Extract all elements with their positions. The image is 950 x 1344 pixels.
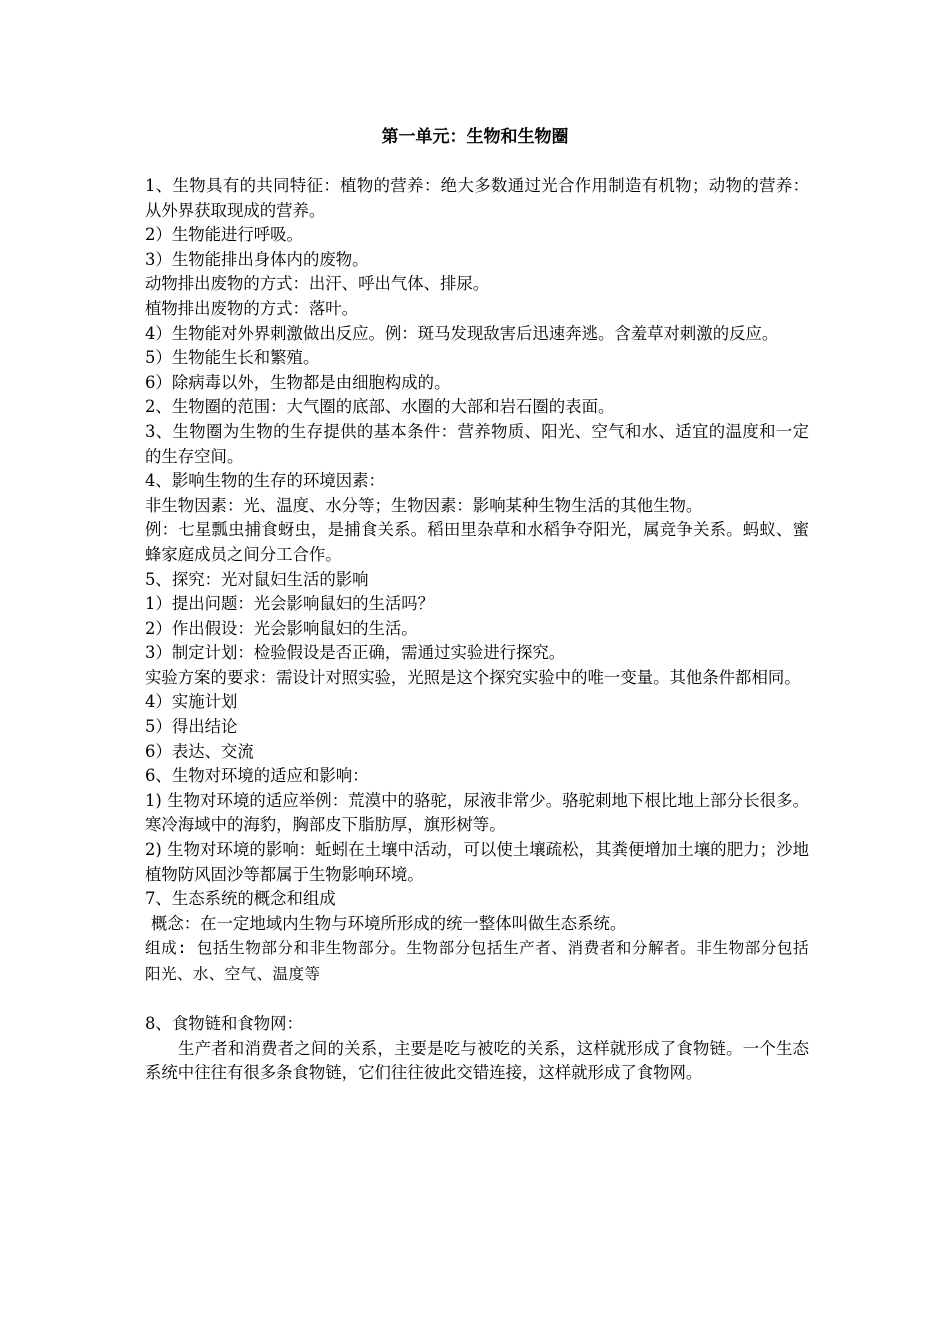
paragraph-11: 4、影响生物的生存的环境因素： bbox=[145, 471, 385, 491]
paragraph-27: 组成: 包括生物部分和非生物部分。生物部分包括生产者、消费者和分解者。非生物部分包括阳光、水、空气、温度等 bbox=[145, 939, 809, 983]
paragraph-5: 植物排出废物的方式：落叶。 bbox=[145, 298, 359, 318]
paragraph-16: 2）作出假设：光会影响鼠妇的生活。 bbox=[145, 618, 418, 638]
paragraph-7: 5）生物能生长和繁殖。 bbox=[145, 348, 320, 368]
paragraph-15: 1）提出问题：光会影响鼠妇的生活吗？ bbox=[145, 594, 435, 614]
paragraph-25: 7、生态系统的概念和组成 bbox=[145, 889, 336, 909]
paragraph-13: 例：七星瓢虫捕食蚜虫，是捕食关系。稻田里杂草和水稻争夺阳光，属竞争关系。蚂蚁、蜜蜂家庭成员之间分工合作。 bbox=[145, 520, 809, 564]
paragraph-4: 动物排出废物的方式：出汗、呼出气体、排尿。 bbox=[145, 274, 490, 294]
paragraph-6: 4）生物能对外界刺激做出反应。例：斑马发现敌害后迅速奔逃。含羞草对刺激的反应。 bbox=[145, 323, 779, 343]
paragraph-23: 1) 生物对环境的适应举例：荒漠中的骆驼，尿液非常少。骆驼刺地下根比地上部分长很多。寒冷海域中的海豹，胸部皮下脂肪厚，旗形树等。 bbox=[145, 790, 809, 835]
paragraph-2: 2）生物能进行呼吸。 bbox=[145, 225, 303, 245]
paragraph-21: 6）表达、交流 bbox=[145, 741, 254, 761]
paragraph-20: 5）得出结论 bbox=[145, 717, 238, 737]
paragraph-29: 生产者和消费者之间的关系，主要是吃与被吃的关系，这样就形成了食物链。一个生态系统中往往有很多条食物链，它们往往彼此交错连接，这样就形成了食物网。 bbox=[145, 1038, 809, 1083]
paragraph-24: 2) 生物对环境的影响：蚯蚓在土壤中活动，可以使土壤疏松，其粪便增加土壤的肥力；沙地植物防风固沙等都属于生物影响环境。 bbox=[145, 840, 809, 884]
paragraph-1: 1、生物具有的共同特征：植物的营养：绝大多数通过光合作用制造有机物；动物的营养：从外界获取现成的营养。 bbox=[145, 176, 809, 220]
paragraph-26: 概念：在一定地域内生物与环境所形成的统一整体叫做生态系统。 bbox=[151, 913, 627, 933]
document-body bbox=[145, 174, 809, 1086]
paragraph-18: 实验方案的要求：需设计对照实验，光照是这个探究实验中的唯一变量。其他条件都相同。 bbox=[145, 667, 801, 687]
paragraph-3: 3）生物能排出身体内的废物。 bbox=[145, 249, 369, 269]
paragraph-19: 4）实施计划 bbox=[145, 692, 238, 712]
paragraph-12: 非生物因素：光、温度、水分等；生物因素：影响某种生物生活的其他生物。 bbox=[145, 495, 703, 515]
paragraph-17: 3）制定计划：检验假设是否正确，需通过实验进行探究。 bbox=[145, 643, 566, 663]
paragraph-14: 5、探究：光对鼠妇生活的影响 bbox=[145, 569, 369, 589]
paragraph-22: 6、生物对环境的适应和影响： bbox=[145, 766, 369, 786]
paragraph-8: 6）除病毒以外，生物都是由细胞构成的。 bbox=[145, 372, 451, 392]
paragraph-9: 2、生物圈的范围：大气圈的底部、水圈的大部和岩石圈的表面。 bbox=[145, 397, 615, 417]
paragraph-28: 8、食物链和食物网： bbox=[145, 1014, 303, 1033]
blank-line bbox=[145, 987, 809, 1012]
document-title: 第一单元：生物和生物圈 bbox=[381, 127, 569, 147]
paragraph-10: 3、生物圈为生物的生存提供的基本条件：营养物质、阳光、空气和水、适宜的温度和一定的生存空间。 bbox=[145, 421, 809, 466]
